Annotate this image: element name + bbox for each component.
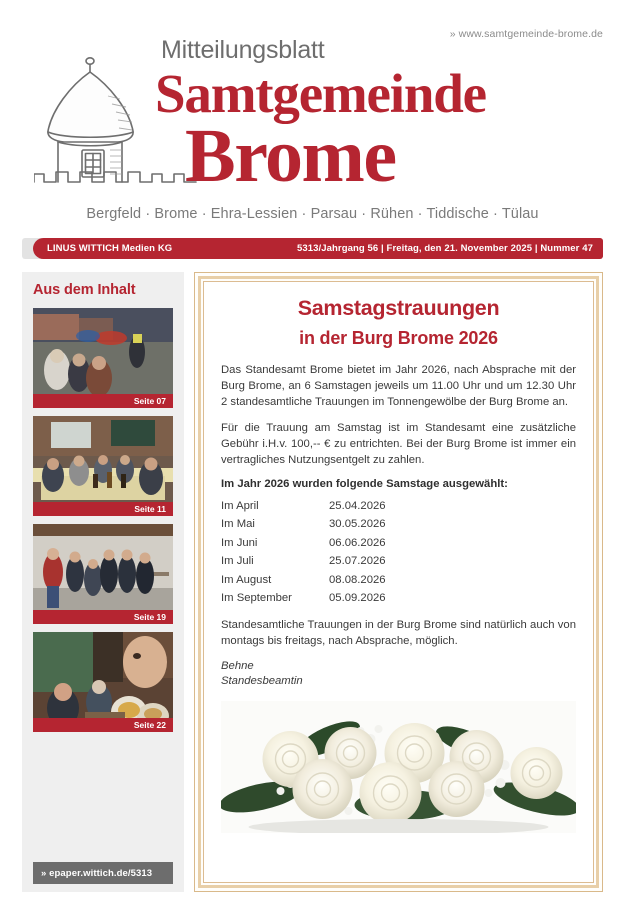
publisher-name: LINUS WITTICH Medien KG — [47, 243, 173, 254]
date-value: 30.05.2026 — [329, 518, 386, 531]
article-frame-middle — [198, 276, 599, 888]
signature-role: Standesbeamtin — [221, 675, 303, 688]
table-row — [221, 534, 576, 552]
masthead-title-block — [155, 36, 595, 198]
table-row — [221, 497, 576, 515]
sidebar-thumbnail-4-label: Seite 22 — [33, 718, 173, 732]
dates-heading: Im Jahr 2026 wurden folgende Samstage ausgewählt: — [221, 477, 508, 490]
date-month: Im September — [221, 591, 292, 604]
sidebar-thumbnail-3[interactable] — [33, 524, 173, 624]
sidebar-thumbnail-4[interactable] — [33, 632, 173, 732]
table-row — [221, 515, 576, 533]
sidebar-heading: Aus dem Inhalt — [33, 282, 136, 298]
date-value: 25.04.2026 — [329, 500, 386, 513]
article-paragraph-2: Für die Trauung am Samstag ist im Standesamt eine zusätzliche Gebühr i.H.v. 100,-- € zu entrichten. Bei der Burg Brome ist immer ein vertragliches Nutzungsentgelt zu zahlen. — [221, 421, 576, 466]
article-paragraph-1: Das Standesamt Brome bietet im Jahr 2026, nach Absprache mit der Burg Brome, an 6 Samstagen jeweils um 11.00 Uhr und um 12.30 Uhr 2 standesamtliche Trauungen im Tonnengewölbe der Burg Brome an. — [221, 363, 576, 408]
wedding-dates-table — [221, 497, 576, 607]
date-month: Im August — [221, 573, 272, 586]
article-subtitle: in der Burg Brome 2026 — [299, 327, 498, 348]
date-month: Im Mai — [221, 518, 255, 531]
sidebar-thumbnail-2-label: Seite 11 — [33, 502, 173, 516]
issue-details: 5313/Jahrgang 56 | Freitag, den 21. November 2025 | Nummer 47 — [296, 243, 593, 254]
main-article — [194, 272, 603, 892]
page-content — [0, 272, 625, 892]
sidebar-table-of-contents — [22, 272, 184, 892]
member-towns-list: Bergfeld · Brome · Ehra-Lessien · Parsau · Rühen · Tiddische · Tülau — [86, 206, 539, 222]
date-month: Im April — [221, 500, 259, 513]
article-frame-outer — [194, 272, 603, 892]
sidebar-thumbnail-2[interactable] — [33, 416, 173, 516]
table-row — [221, 589, 576, 607]
masthead-title-line2: Brome — [185, 113, 396, 198]
table-row — [221, 552, 576, 570]
epaper-link[interactable]: » epaper.wittich.de/5313 — [33, 862, 173, 884]
date-month: Im Juli — [221, 555, 254, 568]
date-value: 06.06.2026 — [329, 536, 386, 549]
date-month: Im Juni — [221, 536, 258, 549]
date-value: 05.09.2026 — [329, 591, 386, 604]
masthead — [0, 0, 625, 236]
sidebar-thumbnail-1-label: Seite 07 — [33, 394, 173, 408]
date-value: 25.07.2026 — [329, 555, 386, 568]
article-body — [203, 281, 594, 883]
sidebar-thumbnail-3-label: Seite 19 — [33, 610, 173, 624]
article-signature — [221, 659, 576, 689]
article-title: Samstagstrauungen — [297, 296, 500, 320]
white-roses-bouquet-photo — [221, 701, 576, 833]
table-row — [221, 570, 576, 588]
masthead-title-line1: Samtgemeinde — [155, 63, 486, 124]
masthead-kicker: Mitteilungsblatt — [161, 36, 325, 64]
sidebar-thumbnail-1[interactable] — [33, 308, 173, 408]
publication-info-bar — [22, 238, 603, 259]
date-value: 08.08.2026 — [329, 573, 386, 586]
article-paragraph-3: Standesamtliche Trauungen in der Burg Brome sind natürlich auch von montags bis freitags, nach Absprache, möglich. — [221, 619, 576, 648]
website-url[interactable]: » www.samtgemeinde-brome.de — [449, 28, 603, 40]
signature-name: Behne — [221, 660, 254, 673]
